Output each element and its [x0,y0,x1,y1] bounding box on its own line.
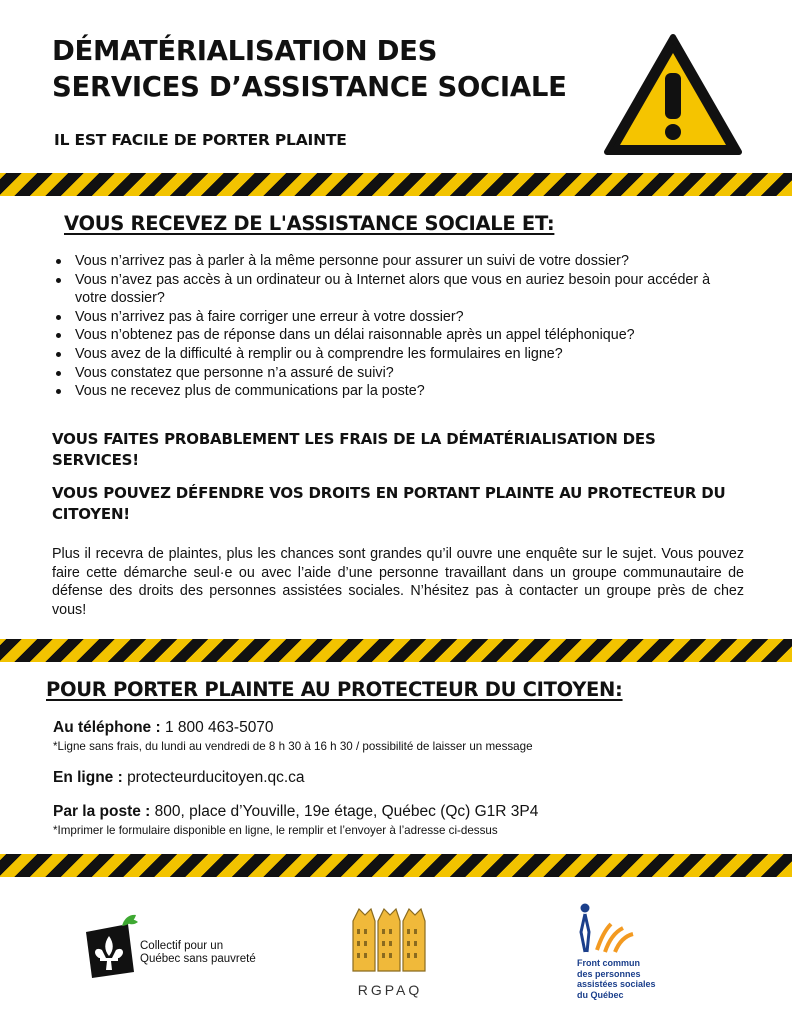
logo2-text: RGPAQ [357,982,423,998]
logo3-line1: Front commun [577,958,640,968]
section-heading-assistance: VOUS RECEVEZ DE L'ASSISTANCE SOCIALE ET: [64,212,555,235]
caution-stripe-middle [0,639,792,662]
logo1-line2: Québec sans pauvreté [140,953,256,965]
bullet-icon [56,352,61,357]
logo-collectif [78,910,278,980]
website-link[interactable]: protecteurducitoyen.qc.ca [127,769,305,786]
online-label: En ligne : [53,769,123,786]
list-item: Vous n’avez pas accès à un ordinateur ou à Internet alors que vous en auriez besoin pour accéder à votre dossier? [54,271,744,308]
page-title: DÉMATÉRIALISATION DES SERVICES D’ASSISTANCE SOCIALE [52,35,567,103]
section-heading-complaint: POUR PORTER PLAINTE AU PROTECTEUR DU CITOYEN: [46,678,623,701]
logo3-line2: des personnes [577,968,641,979]
bullet-icon [56,371,61,376]
logo1-line1: Collectif pour un [140,940,224,952]
contact-phone [53,718,743,754]
warning-triangle-icon [603,33,743,157]
info-paragraph: Plus il recevra de plaintes, plus les chances sont grandes qu’il ouvre une enquête sur le sujet. Vous pouvez faire cette démarche seul·e ou avec l’aide d’une personne travaillant dans un groupe communautaire de défense des droits des personnes assistées sociales. N’hésitez pas à contacter un groupe près de chez vous! [52,546,744,618]
fleur-de-lis-icon [78,910,140,980]
callout-defend-rights: VOUS POUVEZ DÉFENDRE VOS DROITS EN PORTANT PLAINTE AU PROTECTEUR DU CITOYEN! [52,484,726,523]
problem-list [54,252,744,401]
bullet-icon [56,333,61,338]
buildings-icon [345,905,435,975]
logo-rgpaq [345,905,435,1000]
caution-stripe-top [0,173,792,196]
callout-dematerialisation: VOUS FAITES PROBABLEMENT LES FRAIS DE LA DÉMATÉRIALISATION DES SERVICES! [52,430,656,469]
list-item: Vous n’obtenez pas de réponse dans un délai raisonnable après un appel téléphonique? [54,326,744,345]
logo3-line3: assistées sociales [577,979,656,989]
list-item: Vous avez de la difficulté à remplir ou à comprendre les formulaires en ligne? [54,345,744,364]
logo3-line4: du Québec [577,989,624,1000]
phone-note: *Ligne sans frais, du lundi au vendredi de 8 h 30 à 16 h 30 / possibilité de laisser un message [53,740,533,753]
bullet-icon [56,278,61,283]
caution-stripe-bottom [0,854,792,877]
bullet-icon [56,259,61,264]
bullet-icon [56,389,61,394]
bullet-icon [56,315,61,320]
page-subtitle: IL EST FACILE DE PORTER PLAINTE [54,131,347,149]
phone-number[interactable]: 1 800 463-5070 [164,719,274,736]
post-note: *Imprimer le formulaire disponible en ligne, le remplir et l’envoyer à l’adresse ci-dessus [53,824,498,837]
list-item: Vous n’arrivez pas à faire corriger une erreur à votre dossier? [54,308,744,327]
phone-label: Au téléphone : [53,719,161,736]
list-item: Vous ne recevez plus de communications par la poste? [54,382,744,401]
contact-online [53,768,743,788]
list-item: Vous constatez que personne n’a assuré de suivi? [54,364,744,383]
contact-post [53,802,743,838]
list-item: Vous n’arrivez pas à parler à la même personne pour assurer un suivi de votre dossier? [54,252,744,271]
logo-front-commun [575,900,665,1010]
postal-address: 800, place d’Youville, 19e étage, Québec (Qc) G1R 3P4 [154,803,539,820]
post-label: Par la poste : [53,803,151,820]
people-figures-icon [575,900,645,958]
